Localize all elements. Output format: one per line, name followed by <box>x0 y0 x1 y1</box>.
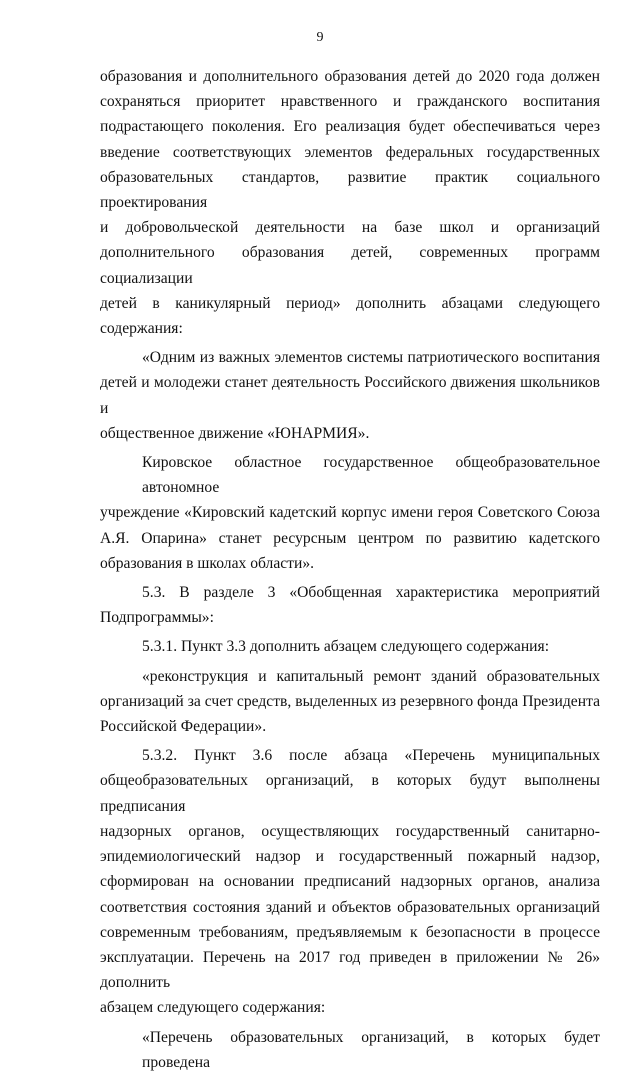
text-line: соответствия состояния зданий и объектов образовательных организаций <box>100 898 600 916</box>
text-line: учреждение «Кировский кадетский корпус имени героя Советского Союза <box>100 504 600 522</box>
text-line: дополнительного образования детей, современных программ социализации <box>100 244 600 287</box>
paragraph-section-5-3 <box>100 580 600 630</box>
text-line: и добровольческой деятельности на базе школ и организаций <box>100 219 600 237</box>
text-line: общественное движение «ЮНАРМИЯ». <box>100 424 370 442</box>
text-line: детей и молодежи станет деятельность Российского движения школьников и <box>100 374 600 417</box>
document-body <box>100 64 600 1075</box>
text-line: образования и дополнительного образования детей до 2020 года должен <box>100 68 600 85</box>
text-line: «Одним из важных элементов системы патриотического воспитания <box>142 349 600 367</box>
text-line: 5.3. В разделе 3 «Обобщенная характеристика мероприятий <box>142 584 600 602</box>
text-line: образовательных стандартов, развитие практик социального проектирования <box>100 168 600 212</box>
text-line: современным требованиям, предъявляемым к безопасности в процессе <box>100 923 600 941</box>
paragraph-list-of-organizations <box>100 1025 600 1075</box>
paragraph-patriotic-education <box>100 345 600 446</box>
text-line: введение соответствующих элементов федеральных государственных <box>100 143 600 161</box>
text-line: Кировское областное государственное общеобразовательное автономное <box>142 454 600 497</box>
page-number: 9 <box>316 30 324 45</box>
paragraph-continuation <box>100 64 600 341</box>
text-line: общеобразовательных организаций, в которых будут выполнены предписания <box>100 772 600 815</box>
text-line: подрастающего поколения. Его реализация будет обеспечиваться через <box>100 118 600 136</box>
text-line: 5.3.1. Пункт 3.3 дополнить абзацем следующего содержания: <box>142 638 550 656</box>
text-line: абзацем следующего содержания: <box>100 999 326 1017</box>
text-line: «реконструкция и капитальный ремонт зданий образовательных <box>142 667 600 685</box>
text-line: Российской Федерации». <box>100 718 267 736</box>
text-line: эксплуатации. Перечень на 2017 год приведен в приложении № 26» дополнить <box>100 948 600 992</box>
text-line: эпидемиологический надзор и государственный пожарный надзор, <box>100 848 600 866</box>
paragraph-section-5-3-2 <box>100 743 600 1020</box>
text-line: 5.3.2. Пункт 3.6 после абзаца «Перечень муниципальных <box>142 747 600 765</box>
text-line: образования в школах области». <box>100 554 315 572</box>
paragraph-reconstruction <box>100 664 600 740</box>
text-line: организаций за счет средств, выделенных из резервного фонда Президента <box>100 692 600 710</box>
text-line: сохраняться приоритет нравственного и гражданского воспитания <box>100 93 600 111</box>
paragraph-cadet-corps <box>100 450 600 576</box>
text-line: Подпрограммы»: <box>100 609 214 627</box>
text-line: сформирован на основании предписаний надзорных органов, анализа <box>100 873 600 891</box>
text-line: детей в каникулярный период» дополнить абзацами следующего содержания: <box>100 294 600 338</box>
text-line: А.Я. Опарина» станет ресурсным центром по развитию кадетского <box>100 529 600 547</box>
text-line: надзорных органов, осуществляющих государственный санитарно- <box>100 822 600 840</box>
paragraph-section-5-3-1 <box>100 634 600 659</box>
text-line: «Перечень образовательных организаций, в которых будет проведена <box>142 1028 600 1071</box>
